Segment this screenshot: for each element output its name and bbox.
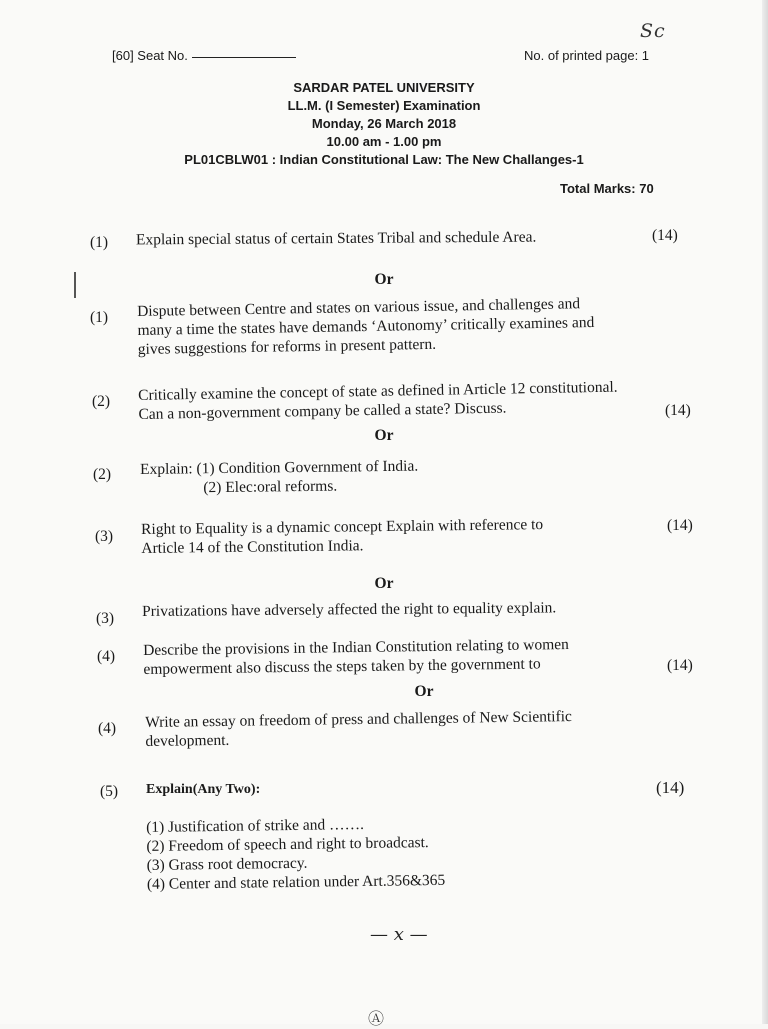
question-text: Explain: (1) Condition Government of India. (2) Elec:oral reforms. bbox=[140, 457, 419, 497]
question-number: (1) bbox=[90, 234, 109, 251]
question-number: (3) bbox=[96, 610, 115, 627]
seat-number-field bbox=[112, 48, 296, 63]
question-text: Describe the provisions in the Indian Constitution relating to women empowerment also discuss the steps taken by the government to bbox=[143, 636, 569, 678]
university-name: SARDAR PATEL UNIVERSITY bbox=[293, 80, 475, 95]
handwritten-corner-mark: Sc bbox=[640, 20, 666, 42]
question-number: (1) bbox=[90, 309, 109, 326]
question-marks: (14) bbox=[667, 657, 693, 674]
question-text: Dispute between Centre and states on various issue, and challenges and many a time the states have demands ‘Autonomy’ critically examines and gives suggestions for reforms in present pattern. bbox=[137, 295, 595, 358]
exam-title: LL.M. (I Semester) Examination bbox=[287, 98, 481, 113]
question-number: (4) bbox=[98, 720, 117, 737]
question-text: Explain special status of certain States Tribal and schedule Area. bbox=[135, 228, 537, 249]
question-number: (4) bbox=[97, 648, 116, 665]
paper-title: PL01CBLW01 : Indian Constitutional Law: The New Challanges-1 bbox=[184, 152, 584, 167]
question-marks: (14) bbox=[652, 227, 678, 244]
list-item: (4) Center and state relation under Art.356&365 bbox=[146, 871, 446, 893]
question-number: (3) bbox=[95, 528, 114, 545]
question-text: Explain(Any Two): bbox=[146, 782, 261, 797]
scan-edge bbox=[762, 0, 768, 1024]
question-text: Critically examine the concept of state as defined in Article 12 constitutional. Can a non-government company be called a state? Discuss. bbox=[138, 378, 618, 423]
or-separator: Or bbox=[374, 575, 394, 592]
question-text: Right to Equality is a dynamic concept Explain with reference to Article 14 of the Constitution India. bbox=[141, 516, 544, 557]
printed-pages-note: No. of printed page: 1 bbox=[524, 48, 650, 63]
exam-date: Monday, 26 March 2018 bbox=[311, 116, 457, 131]
or-separator: Or bbox=[374, 271, 394, 288]
or-separator: Or bbox=[414, 683, 434, 700]
footer-mark: Ⓐ bbox=[368, 1009, 385, 1028]
question-marks: (14) bbox=[667, 517, 693, 534]
seat-number-blank bbox=[192, 57, 296, 58]
or-separator: Or bbox=[374, 427, 394, 444]
sub-item-list bbox=[146, 814, 445, 894]
exam-time: 10.00 am - 1.00 pm bbox=[326, 134, 442, 149]
total-marks: Total Marks: 70 bbox=[560, 181, 654, 196]
list-item: (1) Justification of strike and ……. bbox=[146, 815, 365, 836]
end-of-paper-mark: — x — bbox=[370, 924, 428, 945]
question-number: (2) bbox=[93, 466, 112, 483]
question-number: (2) bbox=[92, 393, 111, 410]
question-marks: (14) bbox=[665, 402, 691, 419]
question-text: Write an essay on freedom of press and challenges of New Scientific development. bbox=[145, 708, 572, 750]
question-number: (5) bbox=[100, 783, 119, 800]
question-marks: (14) bbox=[656, 778, 685, 797]
list-item: (2) Freedom of speech and right to broadcast. bbox=[146, 834, 429, 855]
list-item: (3) Grass root democracy. bbox=[146, 854, 308, 874]
question-text: Privatizations have adversely affected the right to equality explain. bbox=[142, 599, 557, 620]
seat-label: [60] Seat No. bbox=[112, 48, 188, 63]
